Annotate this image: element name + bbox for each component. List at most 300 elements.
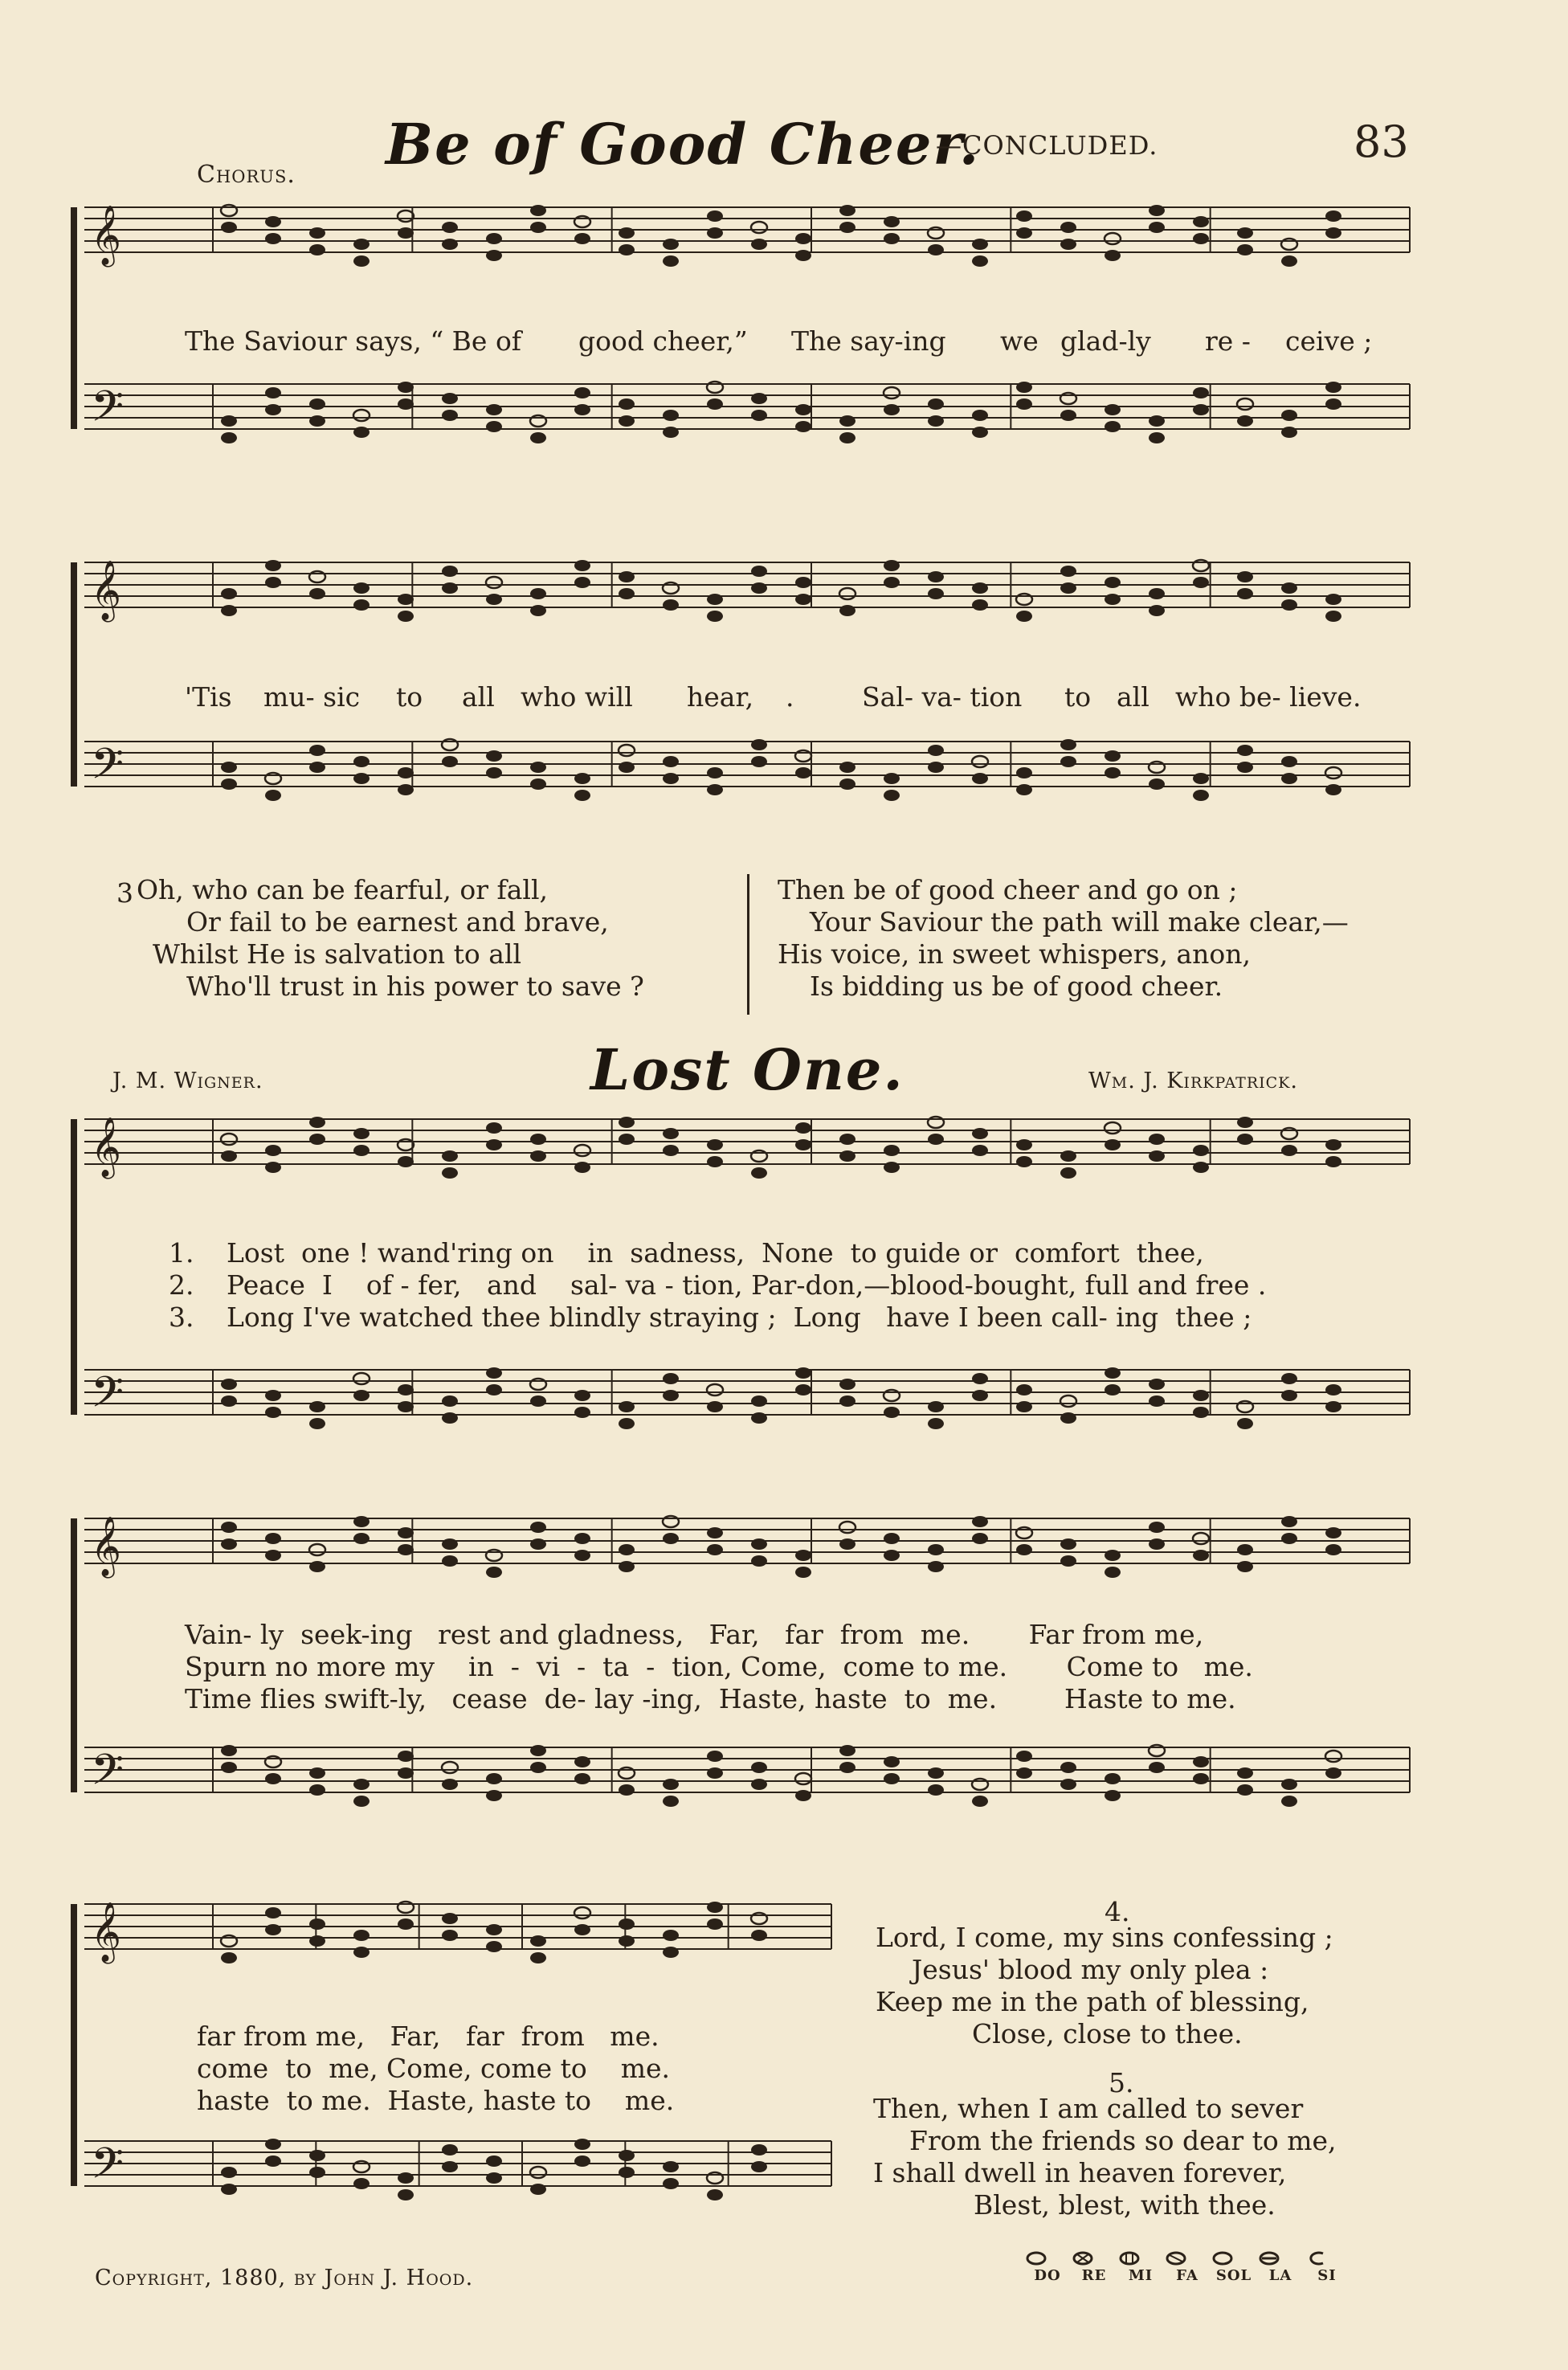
- note-head: [1237, 1117, 1253, 1128]
- note-head: [707, 784, 723, 795]
- note-head: [1016, 1544, 1032, 1555]
- note-head: [663, 1373, 679, 1384]
- lyric-word: The say-ing: [791, 325, 946, 357]
- note-head: [221, 2184, 237, 2195]
- note-head: [1237, 588, 1253, 599]
- note-head: [530, 1538, 546, 1550]
- note-head: [839, 778, 855, 790]
- note-head: [530, 778, 546, 790]
- note-head: [1105, 404, 1121, 415]
- note-head: [619, 745, 635, 756]
- note-head: [1060, 1150, 1076, 1162]
- note-head: [839, 1522, 855, 1533]
- note-head: [309, 1418, 325, 1429]
- note-head: [928, 1134, 944, 1145]
- note-head: [1281, 582, 1297, 594]
- verse-number: 3.: [169, 1301, 194, 1333]
- note-head: [663, 2161, 679, 2172]
- solfa-si: [1304, 2249, 1350, 2284]
- solfa-mi: [1117, 2249, 1164, 2284]
- song2-system2-lyrics: [185, 1619, 1253, 1715]
- note-head: [1193, 1773, 1209, 1784]
- note-head: [353, 255, 370, 267]
- note-head: [751, 239, 767, 250]
- note-head: [530, 1150, 546, 1162]
- solfa-label: DO: [1034, 2267, 1061, 2284]
- note-head: [530, 605, 546, 616]
- note-head: [398, 1767, 414, 1779]
- note-head: [1237, 244, 1253, 255]
- note-head: [309, 415, 325, 427]
- note-head: [1060, 1538, 1076, 1550]
- note-head: [486, 1773, 502, 1784]
- note-head: [574, 560, 590, 571]
- lyric-line: Spurn no more my in - vi - ta - tion, Come, come to me. Come to me.: [185, 1651, 1253, 1682]
- note-head: [486, 594, 502, 605]
- note-head: [1281, 773, 1297, 784]
- lyric-word: to: [1064, 681, 1092, 713]
- note-head: [1105, 1567, 1121, 1578]
- note-head: [1281, 1373, 1297, 1384]
- note-head: [486, 1567, 502, 1578]
- note-head: [839, 1745, 855, 1756]
- note-head: [1237, 745, 1253, 756]
- note-head: [1149, 205, 1165, 216]
- note-head: [398, 2172, 414, 2184]
- lyric-text: Long I've watched thee blindly straying ; Long have I been call- ing thee ;: [227, 1301, 1252, 1333]
- note-head: [1237, 1418, 1253, 1429]
- note-head: [839, 222, 855, 233]
- note-head: [442, 2144, 458, 2155]
- note-head: [619, 244, 635, 255]
- note-head: [1060, 1555, 1076, 1567]
- solfa-label: LA: [1268, 2267, 1292, 2284]
- note-head: [1060, 222, 1076, 233]
- note-head: [1193, 1390, 1209, 1401]
- note-head: [442, 1167, 458, 1179]
- note-head: [265, 1533, 281, 1544]
- verse3-left: [137, 874, 644, 1003]
- note-head: [574, 1162, 590, 1173]
- note-head: [884, 1145, 900, 1156]
- note-head: [619, 588, 635, 599]
- note-head: [1105, 767, 1121, 778]
- note-head: [398, 2189, 414, 2200]
- note-head: [928, 1418, 944, 1429]
- note-head: [795, 250, 811, 261]
- note-head: [928, 588, 944, 599]
- note-head: [265, 216, 281, 227]
- note-head: [398, 784, 414, 795]
- note-head: [1325, 210, 1341, 222]
- song2-system3-lyrics: [197, 2021, 674, 2117]
- note-head: [574, 1550, 590, 1561]
- note-head: [1193, 1533, 1209, 1544]
- note-head: [1149, 1150, 1165, 1162]
- note-head: [663, 1947, 679, 1958]
- note-head: [663, 410, 679, 421]
- note-head: [1193, 233, 1209, 244]
- note-head: [1193, 216, 1209, 227]
- note-head: [1149, 1379, 1165, 1390]
- note-head: [1325, 382, 1341, 393]
- note-head: [1237, 415, 1253, 427]
- note-head: [1149, 1538, 1165, 1550]
- note-head: [795, 1790, 811, 1801]
- note-head: [398, 1544, 414, 1555]
- note-head: [1060, 1762, 1076, 1773]
- note-head: [795, 1139, 811, 1150]
- note-head: [1281, 410, 1297, 421]
- note-head: [884, 233, 900, 244]
- note-head: [928, 571, 944, 582]
- note-head: [663, 1128, 679, 1139]
- note-head: [309, 1401, 325, 1412]
- note-head: [574, 1390, 590, 1401]
- note-head: [1193, 387, 1209, 398]
- note-head: [1105, 1773, 1121, 1784]
- note-head: [1325, 611, 1341, 622]
- note-head: [795, 1384, 811, 1395]
- note-head: [1149, 1134, 1165, 1145]
- note-head: [972, 1516, 988, 1527]
- note-head: [884, 1550, 900, 1561]
- verse-line: Oh, who can be fearful, or fall,: [137, 874, 548, 905]
- note-head: [398, 382, 414, 393]
- bass-clef-icon: 𝄢: [91, 1368, 125, 1428]
- note-head: [442, 1555, 458, 1567]
- note-head: [839, 762, 855, 773]
- note-head: [972, 410, 988, 421]
- note-head: [707, 398, 723, 410]
- note-head: [221, 432, 237, 443]
- note-head: [1016, 1751, 1032, 1762]
- note-head: [265, 790, 281, 801]
- note-head: [707, 1751, 723, 1762]
- note-head: [1105, 594, 1121, 605]
- note-head: [928, 415, 944, 427]
- verse-line: Lord, I come, my sins confessing ;: [876, 1922, 1333, 1953]
- note-head: [1016, 611, 1032, 622]
- note-head: [221, 415, 237, 427]
- note-head: [663, 1533, 679, 1544]
- note-head: [663, 1796, 679, 1807]
- note-head: [442, 582, 458, 594]
- note-head: [221, 1745, 237, 1756]
- note-head: [265, 577, 281, 588]
- note-head: [1281, 1533, 1297, 1544]
- lyric-word: who be- lieve.: [1175, 681, 1362, 713]
- note-head: [309, 1935, 325, 1947]
- note-head: [751, 410, 767, 421]
- solfa-re: [1071, 2249, 1117, 2284]
- note-head: [884, 1162, 900, 1173]
- note-head: [265, 404, 281, 415]
- note-head: [221, 605, 237, 616]
- treble-clef-icon: 𝄞: [91, 1118, 121, 1177]
- note-head: [221, 588, 237, 599]
- note-head: [928, 1767, 944, 1779]
- bass-clef-icon: 𝄢: [91, 740, 125, 799]
- note-head: [530, 1134, 546, 1145]
- note-head: [442, 410, 458, 421]
- note-head: [839, 415, 855, 427]
- note-head: [707, 1902, 723, 1913]
- note-head: [574, 233, 590, 244]
- verse-divider: [747, 874, 749, 1015]
- note-head: [1237, 1544, 1253, 1555]
- note-head: [309, 1117, 325, 1128]
- note-head: [1105, 1139, 1121, 1150]
- note-head: [486, 250, 502, 261]
- note-head: [1281, 1796, 1297, 1807]
- note-head: [1237, 762, 1253, 773]
- page-title: Be of Good Cheer.: [386, 111, 981, 178]
- note-head: [309, 2167, 325, 2178]
- note-head: [1237, 1784, 1253, 1796]
- note-head: [353, 756, 370, 767]
- note-head: [265, 2155, 281, 2167]
- note-head: [1016, 382, 1032, 393]
- note-head: [1060, 410, 1076, 421]
- note-head: [928, 1561, 944, 1572]
- note-head: [309, 227, 325, 239]
- note-head: [398, 594, 414, 605]
- note-head: [619, 1784, 635, 1796]
- note-head: [265, 1407, 281, 1418]
- note-head: [972, 1390, 988, 1401]
- note-head: [884, 560, 900, 571]
- note-head: [442, 393, 458, 404]
- note-head: [574, 2155, 590, 2167]
- chorus-label: Chorus.: [197, 161, 296, 189]
- note-head: [1325, 1751, 1341, 1762]
- note-head: [221, 1395, 237, 1407]
- note-head: [353, 773, 370, 784]
- note-head: [530, 2184, 546, 2195]
- note-head: [619, 571, 635, 582]
- note-head: [1237, 227, 1253, 239]
- note-head: [972, 1373, 988, 1384]
- note-head: [574, 1924, 590, 1935]
- solfa-label: FA: [1176, 2267, 1198, 2284]
- note-head: [1060, 1412, 1076, 1424]
- note-head: [972, 599, 988, 611]
- note-head: [265, 1550, 281, 1561]
- note-head: [309, 1544, 325, 1555]
- verse-line: Close, close to thee.: [972, 2018, 1243, 2049]
- note-head: [265, 2139, 281, 2150]
- note-head: [574, 404, 590, 415]
- note-head: [972, 756, 988, 767]
- note-head: [972, 773, 988, 784]
- note-head: [574, 1407, 590, 1418]
- note-head: [1105, 750, 1121, 762]
- note-head: [530, 1522, 546, 1533]
- note-head: [1193, 404, 1209, 415]
- note-head: [751, 739, 767, 750]
- note-head: [1325, 767, 1341, 778]
- note-head: [530, 1952, 546, 1963]
- note-head: [574, 1773, 590, 1784]
- note-head: [265, 1924, 281, 1935]
- verse-line: Then, when I am called to sever: [873, 2093, 1304, 2124]
- note-head: [839, 205, 855, 216]
- note-head: [707, 1156, 723, 1167]
- lyric-word: 'Tis: [185, 681, 232, 713]
- note-head: [221, 1379, 237, 1390]
- note-head: [1193, 1407, 1209, 1418]
- note-head: [795, 1567, 811, 1578]
- note-head: [353, 1930, 370, 1941]
- note-head: [928, 398, 944, 410]
- verse-line: Whilst He is salvation to all: [153, 938, 522, 970]
- note-head: [574, 773, 590, 784]
- note-head: [486, 1367, 502, 1379]
- note-head: [486, 2155, 502, 2167]
- note-head: [1281, 1516, 1297, 1527]
- lyric-text: Lost one ! wand'ring on in sadness, None to guide or comfort thee,: [227, 1237, 1204, 1269]
- note-head: [486, 750, 502, 762]
- note-head: [1016, 210, 1032, 222]
- note-head: [574, 1907, 590, 1918]
- note-head: [1016, 784, 1032, 795]
- note-head: [795, 421, 811, 432]
- note-head: [751, 1167, 767, 1179]
- note-head: [751, 222, 767, 233]
- note-head: [398, 1751, 414, 1762]
- note-head: [884, 790, 900, 801]
- note-head: [265, 1162, 281, 1173]
- note-head: [309, 2150, 325, 2161]
- note-head: [353, 1516, 370, 1527]
- note-head: [1149, 415, 1165, 427]
- note-head: [442, 1150, 458, 1162]
- verse-line: Is bidding us be of good cheer.: [810, 970, 1223, 1002]
- note-head: [442, 1779, 458, 1790]
- note-head: [928, 1784, 944, 1796]
- note-head: [398, 1401, 414, 1412]
- note-head: [398, 398, 414, 410]
- note-head: [353, 1533, 370, 1544]
- treble-clef-icon: 𝄞: [91, 1902, 121, 1962]
- note-head: [1149, 1762, 1165, 1773]
- note-head: [442, 239, 458, 250]
- note-head: [442, 566, 458, 577]
- note-head: [309, 1918, 325, 1930]
- note-head: [530, 205, 546, 216]
- note-head: [574, 2139, 590, 2150]
- note-head: [353, 1947, 370, 1958]
- note-head: [265, 387, 281, 398]
- note-head: [751, 2161, 767, 2172]
- note-head: [530, 1745, 546, 1756]
- note-head: [353, 1373, 370, 1384]
- note-head: [751, 582, 767, 594]
- note-head: [751, 1762, 767, 1773]
- note-head: [972, 1796, 988, 1807]
- lyric-word: glad-ly: [1060, 325, 1151, 357]
- note-head: [309, 762, 325, 773]
- note-head: [1060, 1779, 1076, 1790]
- note-head: [1193, 577, 1209, 588]
- note-head: [1105, 1790, 1121, 1801]
- note-head: [884, 216, 900, 227]
- treble-clef-icon: 𝄞: [91, 1517, 121, 1576]
- note-head: [1105, 250, 1121, 261]
- lyric-word: we: [1000, 325, 1039, 357]
- note-head: [221, 2167, 237, 2178]
- note-head: [309, 1784, 325, 1796]
- note-head: [221, 222, 237, 233]
- solfa-label: MI: [1128, 2267, 1154, 2284]
- note-head: [884, 1533, 900, 1544]
- verse-number: 2.: [169, 1269, 194, 1301]
- lyric-word: good cheer,”: [578, 325, 748, 357]
- note-head: [884, 577, 900, 588]
- note-head: [398, 210, 414, 222]
- note-head: [1281, 1145, 1297, 1156]
- note-head: [353, 599, 370, 611]
- note-head: [751, 1779, 767, 1790]
- note-head: [1149, 432, 1165, 443]
- lyric-line: haste to me. Haste, haste to me.: [197, 2085, 675, 2116]
- note-head: [486, 1941, 502, 1952]
- note-head: [221, 762, 237, 773]
- note-head: [486, 421, 502, 432]
- note-head: [486, 1139, 502, 1150]
- bass-clef-icon: 𝄢: [91, 1746, 125, 1805]
- note-head: [1149, 1522, 1165, 1533]
- note-head: [1193, 1145, 1209, 1156]
- note-head: [486, 1790, 502, 1801]
- note-head: [619, 762, 635, 773]
- note-head: [1060, 739, 1076, 750]
- note-head: [1237, 398, 1253, 410]
- note-head: [1149, 588, 1165, 599]
- lyric-word: to: [396, 681, 423, 713]
- note-head: [663, 756, 679, 767]
- lyric-word: Sal- va- tion: [862, 681, 1023, 713]
- note-head: [309, 1767, 325, 1779]
- solfa-la: [1257, 2249, 1304, 2284]
- note-head: [663, 1779, 679, 1790]
- lyric-word: .: [786, 681, 794, 713]
- note-head: [486, 404, 502, 415]
- note-head: [1325, 1139, 1341, 1150]
- note-head: [1325, 1156, 1341, 1167]
- note-head: [530, 2167, 546, 2178]
- note-head: [751, 2144, 767, 2155]
- note-head: [530, 432, 546, 443]
- note-head: [707, 611, 723, 622]
- note-head: [839, 1134, 855, 1145]
- note-head: [795, 1550, 811, 1561]
- solfa-label: SOL: [1215, 2267, 1252, 2284]
- note-head: [486, 1384, 502, 1395]
- solfa-do: [1024, 2249, 1071, 2284]
- note-head: [751, 393, 767, 404]
- note-head: [1193, 1162, 1209, 1173]
- note-head: [795, 1773, 811, 1784]
- note-head: [353, 1779, 370, 1790]
- note-head: [972, 427, 988, 438]
- note-head: [751, 1412, 767, 1424]
- treble-clef-icon: 𝄞: [91, 206, 121, 265]
- note-head: [221, 1134, 237, 1145]
- note-head: [1325, 398, 1341, 410]
- note-head: [1281, 756, 1297, 767]
